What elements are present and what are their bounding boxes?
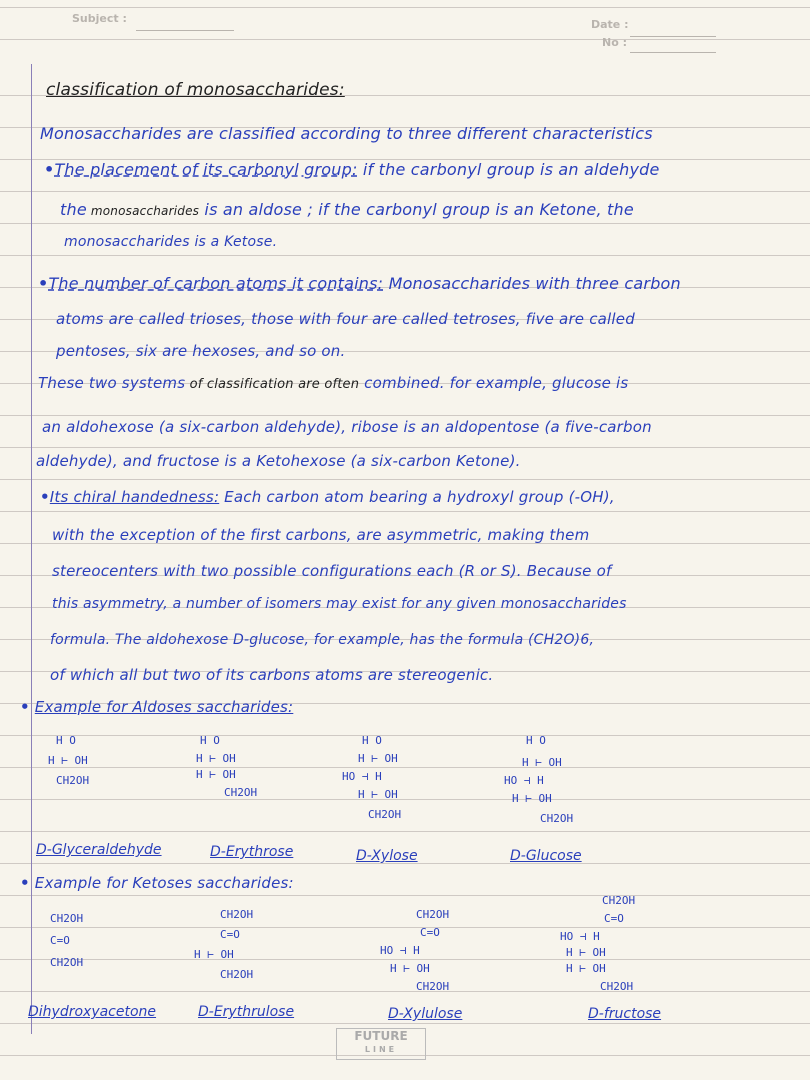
struct-erythrulose: CH2OH C=O H ⊢ OH CH2OH D-Erythrulose [194, 908, 295, 1020]
struct-glucose: H O H ⊢ OH HO ⊣ H H ⊢ OH CH2OH D-Glucose [504, 734, 582, 864]
line-systems-3: aldehyde), and fructose is a Ketohexose (a six-carbon Ketone). [36, 452, 521, 470]
struct-fructose: CH2OH C=O HO ⊣ H H ⊢ OH H ⊢ OH CH2OH D-fructose [560, 894, 662, 1022]
line-aldoses-heading: • Example for Aldoses saccharides: [20, 698, 294, 716]
page-title: classification of monosaccharides: [46, 80, 345, 100]
line-carbonyl-2: the monosaccharides is an aldose ; if the carbonyl group is an Ketone, the [60, 200, 634, 219]
struct-xylulose: CH2OH C=O HO ⊣ H H ⊢ OH CH2OH D-Xylulose [380, 908, 463, 1022]
future-line-logo: FUTURE LINE [336, 1028, 426, 1060]
subject-label: Subject : [72, 12, 127, 25]
date-line [630, 36, 716, 37]
struct-glyceraldehyde: H O H ⊢ OH CH2OH D-Glyceraldehyde [36, 734, 162, 858]
line-ketoses-heading: • Example for Ketoses saccharides: [20, 874, 294, 892]
line-chiral-4: this asymmetry, a number of isomers may exist for any given monosaccharides [52, 596, 627, 612]
line-chiral-5: formula. The aldohexose D-glucose, for example, has the formula (CH2O)6, [50, 632, 595, 648]
line-chiral-1: •Its chiral handedness: Each carbon atom bearing a hydroxyl group (-OH), [40, 488, 615, 506]
line-carbonyl-1: •The placement of its carbonyl group: if the carbonyl group is an aldehyde [44, 160, 660, 179]
line-intro: Monosaccharides are classified according to three different characteristics [40, 124, 653, 143]
struct-erythrose: H O H ⊢ OH H ⊢ OH CH2OH D-Erythrose [196, 734, 294, 860]
carbon-heading: The number of carbon atoms it contains: [48, 274, 384, 293]
line-chiral-6: of which all but two of its carbons atoms are stereogenic. [50, 666, 494, 684]
line-carbon-3: pentoses, six are hexoses, and so on. [56, 342, 346, 360]
line-carbonyl-3: monosaccharides is a Ketose. [64, 234, 278, 250]
subject-line [136, 30, 234, 31]
line-carbon-1: •The number of carbon atoms it contains: Monosaccharides with three carbon [38, 274, 681, 293]
chiral-heading: Its chiral handedness: [49, 488, 220, 506]
no-label: No : [602, 36, 627, 49]
carbonyl-heading: The placement of its carbonyl group: [54, 160, 358, 179]
line-carbon-2: atoms are called trioses, those with four are called tetroses, five are called [56, 310, 635, 328]
no-line [630, 52, 716, 53]
line-chiral-2: with the exception of the first carbons, are asymmetric, making them [52, 526, 590, 544]
struct-xylose: H O H ⊢ OH HO ⊣ H H ⊢ OH CH2OH D-Xylose [342, 734, 418, 864]
date-label: Date : [591, 18, 629, 31]
struct-dihydroxyacetone: CH2OH C=O CH2OH Dihydroxyacetone [28, 912, 157, 1020]
line-systems-1: These two systems of classification are often combined. for example, glucose is [38, 374, 629, 392]
line-systems-2: an aldohexose (a six-carbon aldehyde), ribose is an aldopentose (a five-carbon [42, 418, 652, 436]
line-chiral-3: stereocenters with two possible configurations each (R or S). Because of [52, 562, 612, 580]
